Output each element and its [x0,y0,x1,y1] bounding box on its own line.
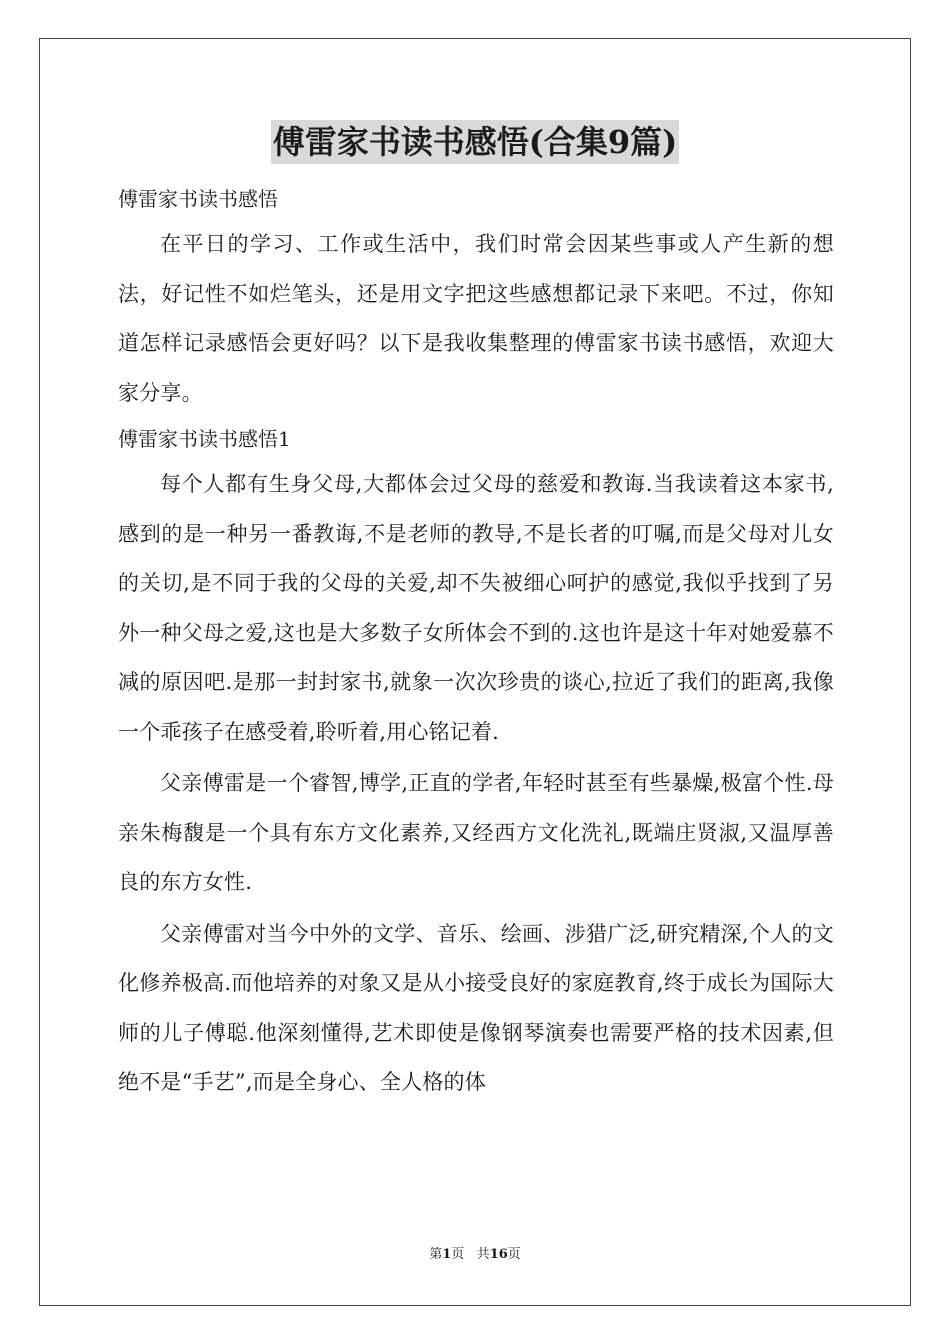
total-prefix: 共 [476,1247,490,1262]
paragraph: 在平日的学习、工作或生活中，我们时常会因某些事或人产生新的想法，好记性不如烂笔头，还是用文字把这些感想都记录下来吧。不过，你知道怎样记录感悟会更好吗？以下是我收集整理的傅雷家书读书感悟，欢迎大家分享。 [118,232,834,405]
page-number: 1 [442,1247,452,1262]
total-suffix: 页 [507,1247,521,1262]
page-suffix: 页 [451,1247,465,1262]
total-pages: 16 [489,1247,508,1262]
paragraph: 父亲傅雷是一个睿智,博学,正直的学者,年轻时甚至有些暴燥,极富个性.母亲朱梅馥是一个具有东方文化素养,又经西方文化洗礼,既端庄贤淑,又温厚善良的东方女性. [118,771,834,894]
title-container [0,120,950,164]
document-body [118,178,834,1108]
paragraph: 父亲傅雷对当今中外的文学、音乐、绘画、涉猎广泛,研究精深,个人的文化修养极高.而他培养的对象又是从小接受良好的家庭教育,终于成长为国际大师的儿子傅聪.他深刻懂得,艺术即使是像钢琴演奏也需要严格的技术因素,但绝不是“手艺”,而是全身心、全人格的体 [118,921,834,1094]
document-title: 傅雷家书读书感悟(合集9篇) [271,120,680,164]
page-prefix: 第 [429,1247,443,1262]
paragraph: 每个人都有生身父母,大都体会过父母的慈爱和教诲.当我读着这本家书,感到的是一种另一番教诲,不是老师的教导,不是长者的叮嘱,而是父母对儿女的关切,是不同于我的父母的关爱,却不失被细心呵护的感觉,我似乎找到了另外一种父母之爱,这也是大多数子女所体会不到的.这也许是这十年对她爱慕不减的原因吧.是那一封封家书,就象一次次珍贵的谈心,拉近了我们的距离,我像一个乖孩子在感受着,聆听着,用心铭记着. [118,472,834,744]
section-heading: 傅雷家书读书感悟 [118,187,278,211]
section-heading: 傅雷家书读书感悟1 [118,427,291,451]
page-footer [0,1246,950,1264]
